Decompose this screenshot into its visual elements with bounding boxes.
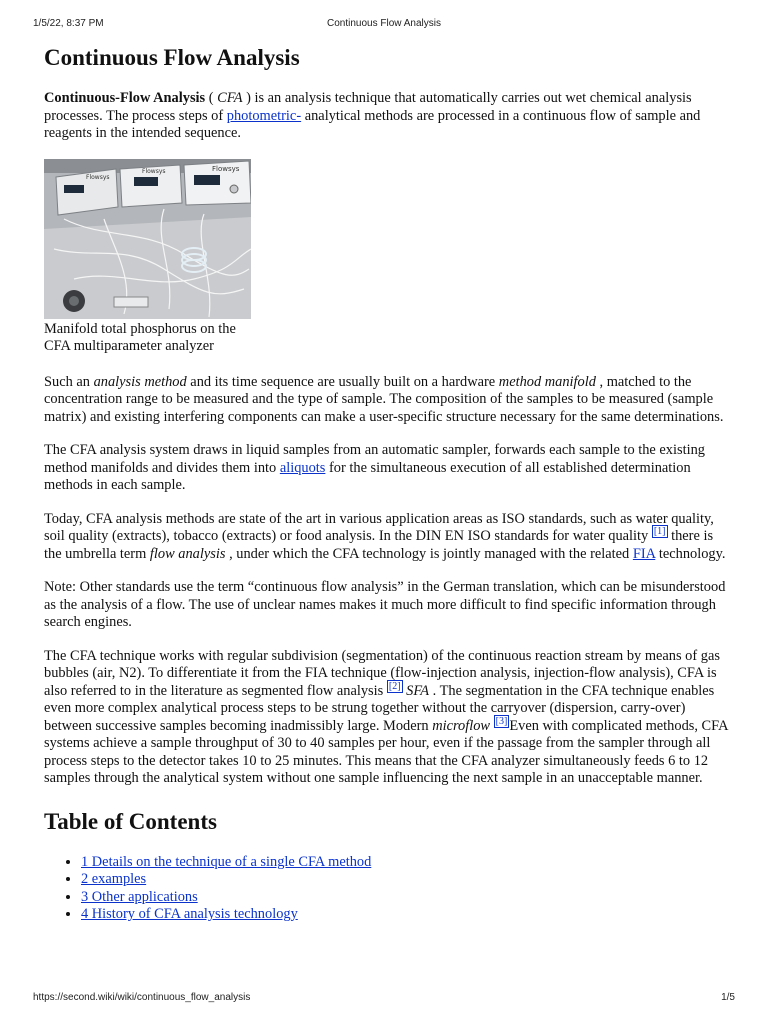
segment-paragraph: [44, 648, 729, 788]
link-photometric[interactable]: photometric-: [226, 107, 302, 124]
print-datetime: 1/5/22, 8:37 PM: [33, 18, 104, 29]
unit-label: Flowsys: [86, 173, 110, 181]
toc-heading: Table of Contents: [44, 808, 217, 834]
link-aliquots[interactable]: aliquots: [279, 459, 326, 476]
analyzer-unit: [184, 161, 251, 205]
toc-item: [81, 854, 729, 872]
text-run: . The segmentation in the CFA technique enables even more complex analytical process steps to be strung together without the carryover (dispersion, carry-over) between successive samples becoming inadmissibly large. Modern: [44, 682, 715, 734]
print-footer: [33, 992, 735, 1006]
analyzer-unit: [56, 169, 118, 215]
text-run: Today, CFA analysis methods are state of the art in various application areas as ISO standards, such as water quality, soil quality (extracts), tobacco (extracts) or food analysis. In the DIN EN ISO standards for water quality: [44, 510, 714, 544]
unit-label: Flowsys: [142, 167, 166, 175]
intro-paragraph: [44, 90, 729, 143]
reference-link[interactable]: [1]: [653, 526, 666, 538]
text-run: Even with complicated methods, CFA systems achieve a sample throughput of 30 to 40 samples per hour, even if the passage from the sampler through all process steps to the detector takes 10 to 25 minutes. This means that the CFA analyzer simultaneously feeds 6 to 12 samples through the analytical system without one sample influencing the next sample in an unacceptable manner.: [44, 717, 728, 786]
analyzer-unit: [120, 165, 182, 207]
intro-text: (: [205, 90, 218, 106]
intro-abbr: CFA: [217, 90, 243, 106]
text-run: for the simultaneous execution of all established determination methods in each sample.: [44, 459, 691, 493]
text-run: , matched to the concentration range to be measured and the type of sample. The composition of the samples to be measured (sample matrix) and existing interfering components can make a user-specific structure necessary for the same determinations.: [44, 373, 724, 425]
figure-caption: Manifold total phosphorus on the CFA multiparameter analyzer: [44, 320, 236, 354]
intro-text: ) is an analysis technique that automatically carries out wet chemical analysis processes. The process steps of: [44, 90, 692, 124]
system-paragraph: [44, 442, 729, 495]
today-paragraph: [44, 511, 729, 564]
page-title: Continuous Flow Analysis: [44, 45, 300, 70]
toc-link[interactable]: 3 Other applications: [81, 888, 198, 905]
link-fia[interactable]: FIA: [632, 545, 656, 562]
text-run: technology.: [655, 545, 726, 562]
toc-link[interactable]: 4 History of CFA analysis technology: [81, 906, 298, 922]
print-url: https://second.wiki/wiki/continuous_flow_analysis: [33, 992, 251, 1003]
emphasis: SFA: [406, 682, 430, 699]
figure: [44, 159, 254, 356]
reference-link[interactable]: [3]: [495, 715, 508, 727]
note-paragraph: Note: Other standards use the term “continuous flow analysis” in the German translation, which can be misunderstood as the analysis of a flow. The use of unclear names makes it much more difficult to find specific information through search engines.: [44, 579, 726, 630]
reference-2: [387, 680, 403, 693]
text-run: The CFA analysis system draws in liquid samples from an automatic sampler, forwards each sample to the existing method manifolds and divides them into: [44, 442, 705, 476]
emphasis: flow analysis: [149, 545, 226, 562]
text-run: , under which the CFA technology is jointly managed with the related: [225, 545, 633, 562]
table-of-contents: [44, 854, 729, 924]
emphasis: microflow: [432, 717, 491, 734]
print-header: [33, 18, 735, 32]
intro-text: analytical methods are processed in a continuous flow of sample and reagents in the intended sequence.: [44, 107, 701, 141]
page-number: 1/5: [721, 992, 735, 1003]
reference-1: [652, 525, 668, 538]
toc-item: [81, 871, 729, 889]
text-run: and its time sequence are usually built on a hardware: [186, 373, 499, 390]
toc-item: [81, 906, 729, 924]
reference-link[interactable]: [2]: [388, 680, 401, 692]
toc-link[interactable]: 2 examples: [81, 871, 147, 887]
text-run: Such an: [44, 373, 94, 390]
emphasis: method manifold: [498, 373, 596, 390]
text-run: there is the umbrella term: [44, 528, 714, 562]
print-title: Continuous Flow Analysis: [327, 18, 441, 29]
toc-link[interactable]: 1 Details on the technique of a single CFA method: [81, 853, 372, 870]
article: [44, 40, 729, 924]
toc-item: [81, 889, 729, 907]
unit-label: Flowsys: [212, 164, 240, 173]
intro-term: Continuous-Flow Analysis: [44, 90, 206, 106]
method-paragraph: [44, 374, 729, 427]
text-run: The CFA technique works with regular subdivision (segmentation) of the continuous reaction stream by means of gas bubbles (air, N2). To differentiate it from the FIA technique (flow-injection analysis, injection-flow analysis), CFA is also referred to in the literature as segmented flow analysis: [44, 647, 720, 699]
emphasis: analysis method: [93, 373, 187, 390]
reference-3: [494, 715, 510, 728]
analyzer-photo: [44, 159, 251, 319]
